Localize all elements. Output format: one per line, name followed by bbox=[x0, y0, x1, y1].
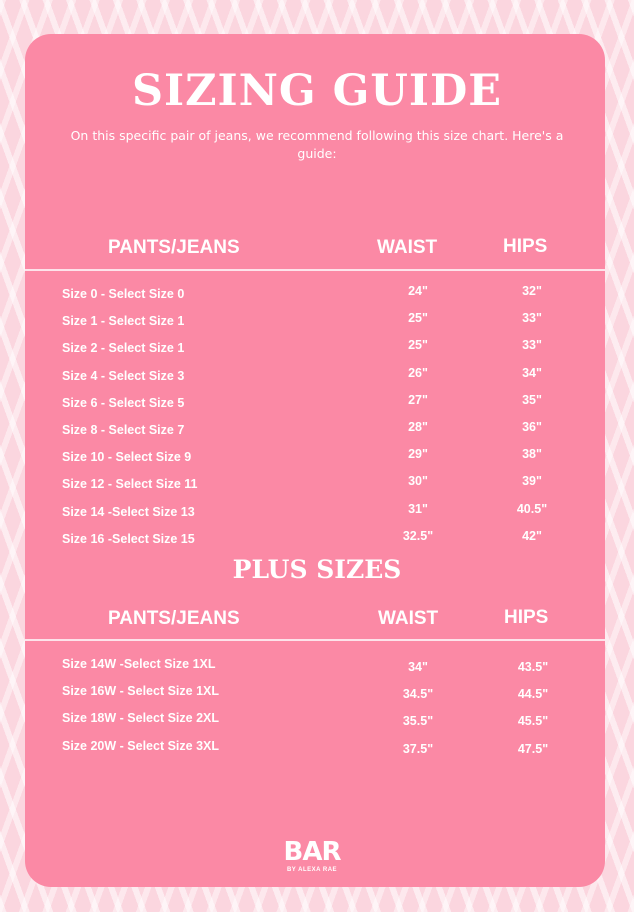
page-title: SIZING GUIDE bbox=[131, 66, 503, 116]
hips-cell: 35" bbox=[522, 392, 542, 407]
size-cell: Size 0 - Select Size 0 bbox=[62, 287, 185, 301]
waist-cell: 24" bbox=[408, 284, 428, 298]
hips-cell: 47.5" bbox=[517, 741, 549, 756]
hips-cell: 36" bbox=[522, 420, 542, 434]
waist-cell: 26" bbox=[408, 365, 428, 380]
hips-cell: 39" bbox=[522, 474, 542, 489]
plus-header-pants: PANTS/JEANS bbox=[108, 608, 240, 629]
waist-cell: 34" bbox=[408, 660, 428, 674]
size-cell: Size 2 - Select Size 1 bbox=[62, 341, 185, 356]
size-cell: Size 12 - Select Size 11 bbox=[62, 477, 198, 492]
waist-cell: 25" bbox=[408, 311, 428, 326]
plus-header-waist: WAIST bbox=[378, 608, 439, 629]
size-cell: Size 18W - Select Size 2XL bbox=[62, 711, 220, 726]
header-divider bbox=[25, 269, 605, 271]
waist-cell: 28" bbox=[408, 420, 428, 434]
header-pants: PANTS/JEANS bbox=[108, 237, 240, 258]
waist-cell: 37.5" bbox=[402, 741, 434, 756]
waist-cell: 31" bbox=[408, 501, 428, 516]
size-cell: Size 16 -Select Size 15 bbox=[62, 531, 195, 546]
hips-cell: 42" bbox=[522, 528, 542, 543]
intro-text: On this specific pair of jeans, we recommend following this size chart. Here's a guide: bbox=[70, 128, 564, 161]
waist-cell: 25" bbox=[408, 338, 428, 353]
waist-cell: 30" bbox=[408, 474, 428, 489]
waist-cell: 27" bbox=[408, 392, 428, 407]
size-cell: Size 8 - Select Size 7 bbox=[62, 423, 185, 437]
size-cell: Size 14W -Select Size 1XL bbox=[62, 657, 216, 671]
hips-cell: 34" bbox=[522, 365, 542, 380]
hips-cell: 32" bbox=[522, 284, 542, 298]
size-cell: Size 20W - Select Size 3XL bbox=[62, 738, 220, 753]
plus-header-hips: HIPS bbox=[504, 607, 549, 628]
hips-cell: 40.5" bbox=[516, 501, 548, 516]
waist-cell: 29" bbox=[408, 447, 428, 462]
hips-cell: 43.5" bbox=[517, 660, 549, 674]
header-hips: HIPS bbox=[503, 236, 548, 257]
size-cell: Size 4 - Select Size 3 bbox=[62, 368, 185, 383]
brand-logo bbox=[277, 838, 347, 874]
size-cell: Size 16W - Select Size 1XL bbox=[62, 684, 220, 699]
waist-cell: 32.5" bbox=[402, 528, 434, 543]
size-cell: Size 1 - Select Size 1 bbox=[62, 314, 185, 329]
hips-cell: 33" bbox=[522, 311, 542, 326]
logo-mark: BAR bbox=[283, 837, 341, 867]
size-cell: Size 6 - Select Size 5 bbox=[62, 395, 185, 410]
waist-cell: 34.5" bbox=[402, 687, 434, 702]
plus-sizes-title: PLUS SIZES bbox=[232, 555, 402, 584]
hips-cell: 38" bbox=[522, 447, 542, 462]
size-cell: Size 14 -Select Size 13 bbox=[62, 504, 195, 519]
logo-subtitle: BY ALEXA RAE bbox=[286, 867, 338, 873]
header-waist: WAIST bbox=[377, 237, 438, 258]
waist-cell: 35.5" bbox=[402, 714, 434, 729]
hips-cell: 33" bbox=[522, 338, 542, 353]
hips-cell: 44.5" bbox=[517, 687, 549, 702]
hips-cell: 45.5" bbox=[517, 714, 549, 729]
size-cell: Size 10 - Select Size 9 bbox=[62, 450, 192, 465]
plus-header-divider bbox=[25, 639, 605, 641]
